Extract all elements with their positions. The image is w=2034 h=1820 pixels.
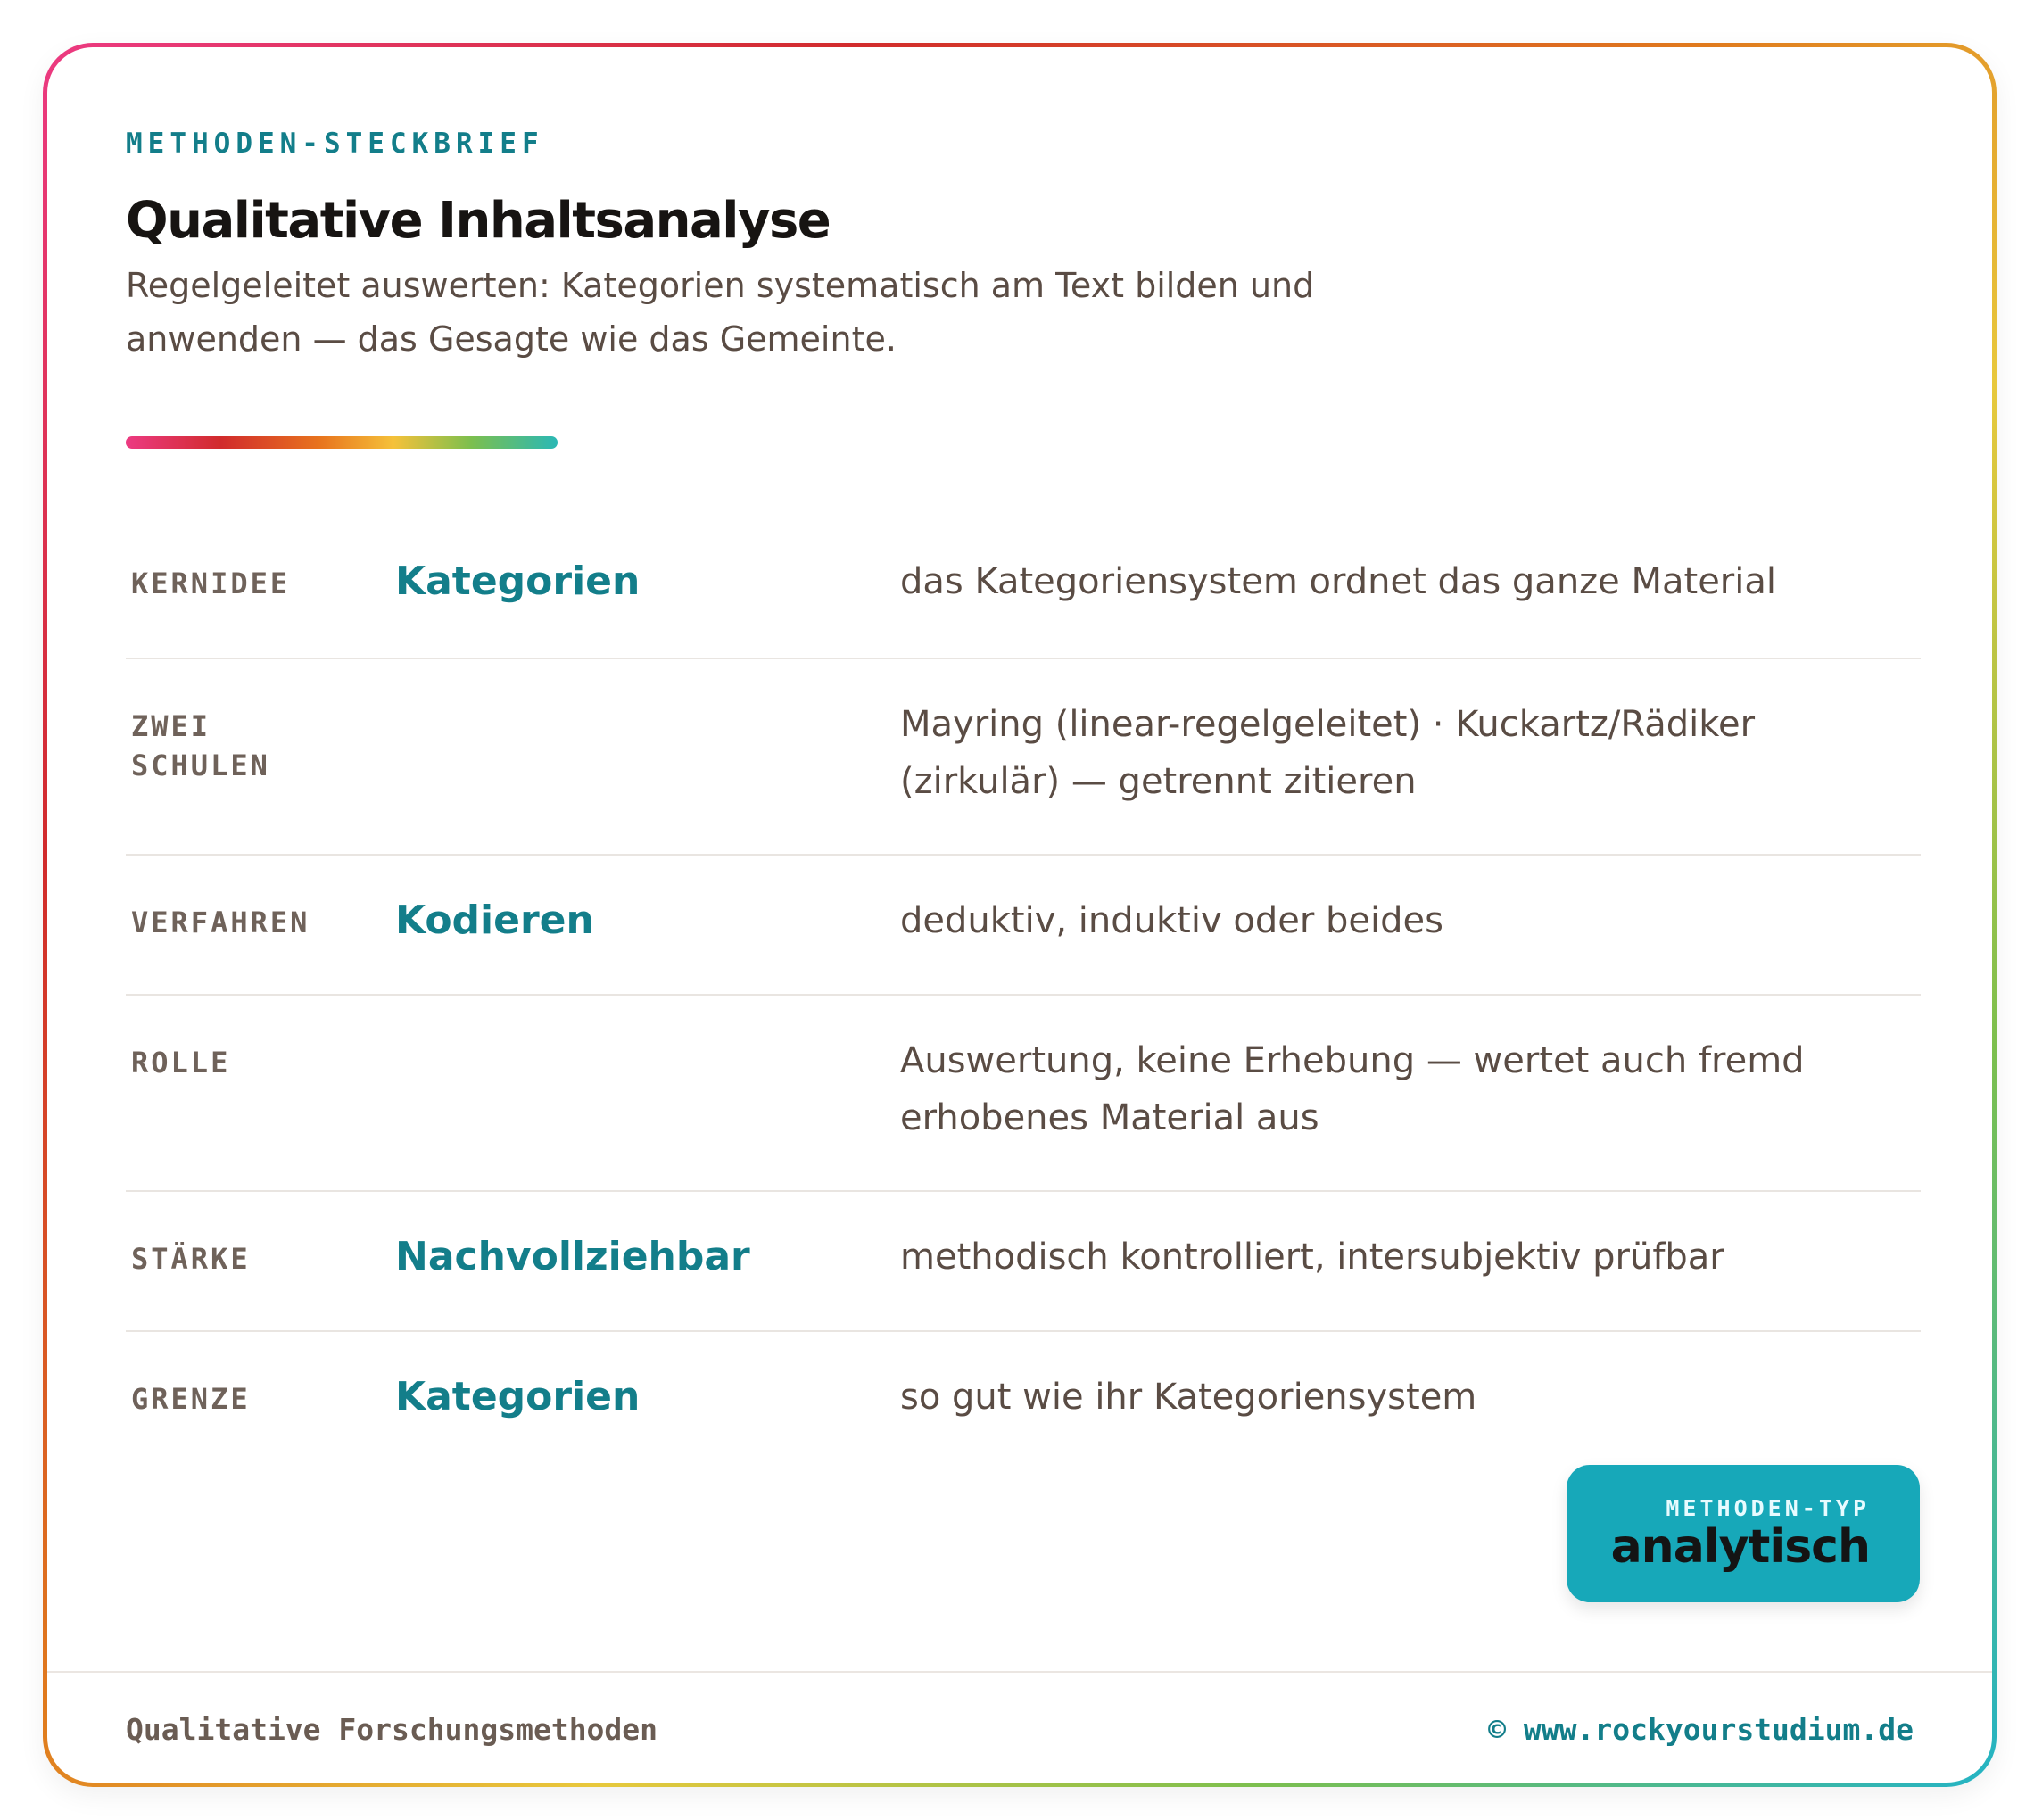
table-row-rolle [126,996,1921,1192]
info-table [126,517,1921,1472]
row-description: methodisch kontrolliert, intersubjektiv prüfbar [900,1237,1724,1278]
row-label: GRENZE [131,1382,251,1416]
row-keyword: Kodieren [395,898,594,943]
table-row-verfahren [126,856,1921,996]
card-frame [43,43,1997,1787]
method-card [47,47,1992,1783]
page-title: Qualitative Inhaltsanalyse [126,192,831,250]
table-row-zwei-schulen [126,659,1921,856]
footer-series-title: Qualitative Forschungsmethoden [126,1712,658,1747]
row-label: VERFAHREN [131,906,310,939]
row-description: Auswertung, keine Erhebung — wertet auch fremd erhobenes Material aus [900,1040,1805,1138]
row-keyword: Nachvollziehbar [395,1234,750,1279]
badge-label: METHODEN-TYP [1666,1495,1870,1521]
row-description: so gut wie ihr Kategoriensystem [900,1377,1477,1418]
row-label: STÄRKE [131,1242,251,1276]
row-description: Mayring (linear-regelgeleitet) · Kuckartz/Rädiker (zirkulär) — getrennt zitieren [900,704,1756,802]
row-description: das Kategoriensystem ordnet das ganze Material [900,561,1776,602]
page-subtitle: Regelgeleitet auswerten: Kategorien systematisch am Text bilden und anwenden — das Gesagte wie das Gemeinte. [126,266,1315,359]
row-label: KERNIDEE [131,567,291,600]
row-label: ROLLE [131,1046,231,1080]
badge-value: analytisch [1610,1520,1870,1574]
row-keyword: Kategorien [395,558,641,604]
row-keyword: Kategorien [395,1374,641,1419]
footer-divider [47,1671,1992,1673]
method-type-badge [1567,1465,1920,1602]
card-kicker: METHODEN-STECKBRIEF [126,128,544,160]
row-description: deduktiv, induktiv oder beides [900,900,1443,941]
table-row-kernidee [126,517,1921,659]
table-row-grenze [126,1332,1921,1472]
table-row-staerke [126,1192,1921,1332]
gradient-accent-bar [126,436,558,449]
row-label: ZWEI SCHULEN [131,709,270,782]
footer-website-link[interactable]: © www.rockyourstudium.de [1488,1712,1914,1747]
